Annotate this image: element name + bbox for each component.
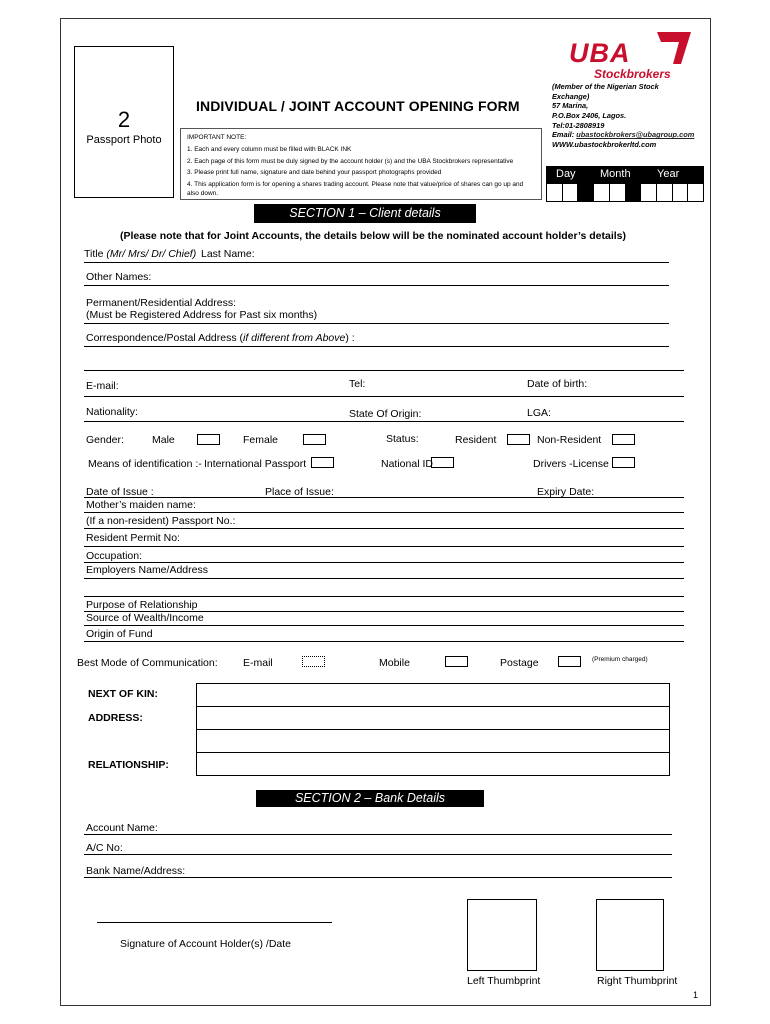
contact-line-2: Exchange) (552, 91, 590, 101)
comm-mobile-checkbox[interactable] (445, 656, 468, 667)
account-name-label: Account Name: (86, 822, 158, 834)
purpose-label: Purpose of Relationship (86, 599, 198, 611)
non-resident-label: Non-Resident (537, 434, 602, 446)
gender-label: Gender: (86, 434, 124, 446)
date-cell[interactable] (657, 184, 673, 201)
correspondence-line-1[interactable] (84, 346, 669, 347)
kin-relationship-label: RELATIONSHIP: (88, 759, 169, 771)
uba-logo-mark-icon (655, 30, 693, 66)
section-1-banner: SECTION 1 – Client details (254, 204, 476, 223)
means-of-id-label: Means of identification :- (88, 458, 202, 470)
date-year-label: Year (657, 168, 680, 180)
section-2-banner: SECTION 2 – Bank Details (256, 790, 484, 807)
next-of-kin-label: NEXT OF KIN: (88, 688, 158, 700)
passport-no-label: (If a non-resident) Passport No.: (86, 515, 236, 527)
state-of-origin-label: State Of Origin: (349, 408, 422, 420)
kin-address-label: ADDRESS: (88, 712, 143, 724)
other-names-line[interactable] (84, 285, 669, 286)
issue-line[interactable] (84, 497, 684, 498)
contact-line-1: (Member of the Nigerian Stock (552, 82, 659, 91)
premium-charged-note: (Premium charged) (592, 656, 648, 663)
wealth-source-label: Source of Wealth/Income (86, 612, 204, 624)
date-table (546, 166, 704, 202)
kin-relationship-input[interactable] (196, 752, 670, 776)
right-thumbprint-label: Right Thumbprint (597, 975, 678, 987)
correspondence-label-end: ) : (345, 332, 355, 344)
date-separator (626, 184, 642, 201)
address-note: (Must be Registered Address for Past six months) (86, 309, 318, 321)
comm-email-checkbox[interactable] (302, 656, 325, 667)
date-month-label: Month (600, 168, 631, 180)
kin-address-input-1[interactable] (196, 706, 670, 730)
occupation-label: Occupation: (86, 550, 143, 562)
signature-label: Signature of Account Holder(s) /Date (120, 938, 292, 950)
employer-line-1[interactable] (84, 578, 684, 579)
date-cell[interactable] (610, 184, 626, 201)
account-name-line[interactable] (84, 834, 672, 835)
page-number: 1 (693, 990, 699, 1000)
contact-block (552, 82, 712, 149)
male-checkbox[interactable] (197, 434, 220, 445)
account-number-line[interactable] (84, 854, 672, 855)
female-checkbox[interactable] (303, 434, 326, 445)
female-label: Female (243, 434, 279, 446)
date-cell[interactable] (641, 184, 657, 201)
date-cell[interactable] (547, 184, 563, 201)
lga-label: LGA: (527, 407, 551, 419)
occupation-line[interactable] (84, 562, 684, 563)
email-link[interactable]: ubastockbrokers@ubagroup.com (576, 130, 695, 140)
intl-passport-checkbox[interactable] (311, 457, 334, 468)
comm-email-label: E-mail (243, 657, 273, 669)
issue-date-label: Date of Issue : (86, 486, 154, 498)
comm-postage-checkbox[interactable] (558, 656, 581, 667)
email-label: Email: (552, 130, 577, 140)
next-of-kin-input[interactable] (196, 683, 670, 707)
origin-of-fund-line[interactable] (84, 641, 684, 642)
resident-checkbox[interactable] (507, 434, 530, 445)
passport-photo-number: 2 (117, 107, 131, 132)
dob-label: Date of birth: (527, 378, 588, 390)
contact-line-3: 57 Marina, (552, 101, 589, 111)
drivers-license-label: Drivers -License (533, 458, 609, 470)
issue-place-label: Place of Issue: (265, 486, 334, 498)
note-item-3: 3. Please print full name, signature and date behind your passport photographs provided (187, 169, 442, 177)
drivers-license-checkbox[interactable] (612, 457, 635, 468)
note-item-4: 4. This application form is for opening a shares trading account. Please note that value/price of shares can go up and also down. (187, 181, 524, 197)
date-table-header (546, 166, 704, 183)
contact-line-5: Tel:01-2808919 (552, 120, 605, 130)
note-item-2: 2. Each page of this form must be duly signed by the account holder (s) and the UBA Stockbrokers representative (187, 157, 514, 165)
employer-line-2[interactable] (84, 596, 684, 597)
comm-mobile-label: Mobile (379, 657, 410, 669)
important-note-box (180, 128, 542, 200)
maiden-name-line[interactable] (84, 512, 684, 513)
date-cell[interactable] (563, 184, 579, 201)
date-cell[interactable] (594, 184, 610, 201)
expiry-date-label: Expiry Date: (537, 486, 595, 498)
form-title: INDIVIDUAL / JOINT ACCOUNT OPENING FORM (196, 98, 520, 114)
resident-label: Resident (455, 434, 497, 446)
resident-permit-label: Resident Permit No: (86, 532, 180, 544)
left-thumbprint-box (467, 899, 537, 971)
title-line[interactable] (84, 262, 669, 263)
status-label: Status: (386, 433, 419, 445)
date-separator (578, 184, 594, 201)
correspondence-label (86, 332, 355, 344)
nationality-line[interactable] (84, 421, 684, 422)
national-id-checkbox[interactable] (431, 457, 454, 468)
nationality-label: Nationality: (86, 406, 138, 418)
last-name-label: Last Name: (201, 248, 255, 260)
note-item-1: 1. Each and every column must be filled with BLACK INK (187, 145, 352, 153)
male-label: Male (152, 434, 175, 446)
date-cell[interactable] (673, 184, 689, 201)
right-thumbprint-box (596, 899, 664, 971)
email-line[interactable] (84, 396, 684, 397)
communication-label: Best Mode of Communication: (77, 657, 218, 669)
employer-label: Employers Name/Address (86, 564, 208, 576)
website-link[interactable]: WWW.ubastockbrokerltd.com (552, 139, 657, 149)
date-day-label: Day (556, 168, 576, 180)
account-number-label: A/C No: (86, 842, 123, 854)
bank-name-label: Bank Name/Address: (86, 865, 186, 877)
passport-photo-box (74, 46, 174, 198)
wealth-source-line[interactable] (84, 625, 684, 626)
intl-passport-label: International Passport (204, 458, 307, 470)
title-label-text: Title (84, 248, 107, 260)
left-thumbprint-label: Left Thumbprint (467, 975, 541, 987)
signature-line[interactable] (97, 922, 332, 923)
origin-of-fund-label: Origin of Fund (86, 628, 153, 640)
note-heading: IMPORTANT NOTE: (187, 134, 247, 141)
correspondence-label-text: Correspondence/Postal Address ( (86, 332, 244, 344)
comm-postage-label: Postage (500, 657, 539, 669)
title-options: (Mr/ Mrs/ Dr/ Chief) (106, 248, 197, 260)
maiden-name-label: Mother’s maiden name: (86, 499, 196, 511)
bank-name-line[interactable] (84, 877, 672, 878)
correspondence-condition: if different from Above (243, 332, 346, 344)
non-resident-checkbox[interactable] (612, 434, 635, 445)
joint-account-note: (Please note that for Joint Accounts, the details below will be the nominated account holder’s details) (120, 230, 627, 242)
address-line[interactable] (84, 323, 669, 324)
kin-address-input-2[interactable] (196, 729, 670, 753)
uba-logo-text: UBA (569, 38, 631, 68)
passport-photo-label: Passport Photo (86, 134, 162, 146)
passport-no-line[interactable] (84, 528, 684, 529)
correspondence-line-2[interactable] (84, 370, 684, 371)
address-label: Permanent/Residential Address: (86, 297, 236, 309)
contact-line-4: P.O.Box 2406, Lagos. (552, 110, 627, 120)
other-names-label: Other Names: (86, 271, 152, 283)
national-id-label: National ID (381, 458, 433, 470)
date-cell[interactable] (688, 184, 703, 201)
email-field-label: E-mail: (86, 380, 119, 392)
stockbrokers-logo-text: Stockbrokers (594, 67, 671, 81)
date-input-cells[interactable] (546, 183, 704, 202)
title-label (84, 248, 196, 260)
tel-label: Tel: (349, 378, 366, 390)
resident-permit-line[interactable] (84, 546, 684, 547)
